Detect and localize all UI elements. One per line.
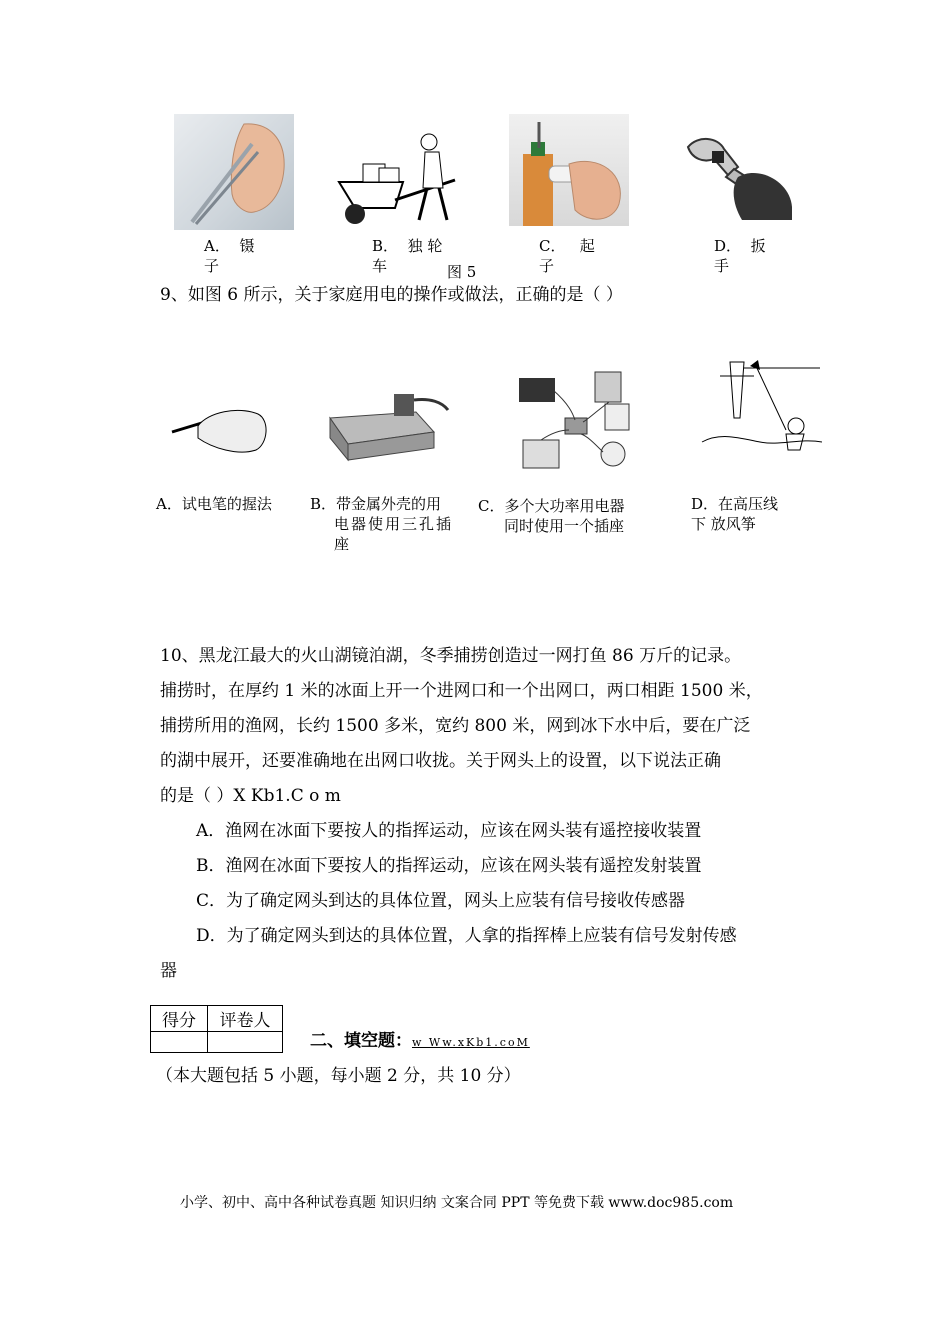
q10-option-c: C．为了确定网头到达的具体位置，网头上应装有信号接收传感器: [196, 891, 686, 911]
option-text: C．多个大功率用电器: [478, 497, 625, 515]
power-strip-drawing: [324, 388, 450, 462]
q9-stem: 9、如图 6 所示，关于家庭用电的操作或做法，正确的是（ ）: [160, 285, 623, 305]
q10-stem: [160, 639, 840, 989]
option-text: 子: [539, 257, 555, 275]
many-appliances-drawing: [513, 364, 641, 472]
kite-high-voltage-drawing: [700, 358, 822, 464]
option-letter: A．: [204, 237, 230, 255]
q10-line: 捕捞时，在厚约 1 米的冰面上开一个进网口和一个出网口，两口相距 1500 米，: [160, 681, 763, 701]
fig5-option-c: [539, 236, 619, 276]
q9-option-b: [310, 494, 470, 554]
option-text: 独 轮: [407, 237, 443, 255]
q9-option-d: [691, 494, 821, 534]
q10-line: 捕捞所用的渔网，长约 1500 多米，宽约 800 米，网到冰下水中后，要在广泛: [160, 716, 751, 736]
option-text: 扳: [750, 237, 766, 255]
q10-line: 10、黑龙江最大的火山湖镜泊湖，冬季捕捞创造过一网打鱼 86 万斤的记录。: [160, 646, 742, 666]
option-text: D．在高压线: [691, 495, 779, 513]
score-label: 得分: [151, 1006, 208, 1032]
q10-line: 的是（ ）X Kb1.C o m: [160, 786, 341, 806]
option-text: 座: [334, 535, 350, 553]
option-text: 同时使用一个插座: [504, 517, 625, 535]
option-text: 下 放风筝: [691, 515, 756, 533]
q10-option-b: B．渔网在冰面下要按人的指挥运动，应该在网头装有遥控发射装置: [196, 856, 702, 876]
fig5-option-a: [204, 236, 284, 276]
tweezers-photo: [174, 114, 294, 230]
option-text: B．带金属外壳的用: [310, 495, 442, 513]
option-text: A．试电笔的握法: [156, 495, 272, 513]
section2-title: [310, 1026, 530, 1051]
option-text: 起: [579, 237, 595, 255]
score-table: [150, 1005, 283, 1053]
q10-option-a: A．渔网在冰面下要按人的指挥运动，应该在网头装有遥控接收装置: [196, 821, 702, 841]
option-text: 车: [372, 257, 388, 275]
score-cell[interactable]: [151, 1032, 208, 1053]
q9-option-c: [478, 496, 668, 536]
section2-note: （本大题包括 5 小题，每小题 2 分，共 10 分）: [156, 1066, 521, 1086]
grader-cell[interactable]: [208, 1032, 283, 1053]
test-pen-hand-drawing: [168, 398, 272, 456]
q10-option-d: D．为了确定网头到达的具体位置，人拿的指挥棒上应装有信号发射传感: [196, 926, 737, 946]
option-text: 镊: [239, 237, 255, 255]
option-letter: B．: [372, 237, 399, 255]
wheelbarrow-drawing: [333, 130, 465, 228]
bottle-opener-photo: [509, 114, 629, 226]
fig5-option-d: [714, 236, 794, 276]
option-text: 子: [204, 257, 220, 275]
q10-line: 的湖中展开，还要准确地在出网口收拢。关于网头上的设置，以下说法正确: [160, 751, 721, 771]
option-letter: C．: [539, 237, 566, 255]
wrench-photo: [678, 127, 796, 220]
option-text: 电器使用三孔插: [334, 515, 454, 533]
fig5-caption: 图 5: [447, 263, 477, 281]
section-title-text: 二、填空题：: [310, 1031, 412, 1051]
grader-label: 评卷人: [208, 1006, 283, 1032]
page-footer: 小学、初中、高中各种试卷真题 知识归纳 文案合同 PPT 等免费下载 www.doc985.com: [180, 1195, 734, 1211]
q9-option-a: [156, 494, 296, 514]
q10-option-d-tail: 器: [160, 961, 177, 981]
section-watermark: w Ww.xKb1.coM: [412, 1036, 530, 1049]
option-text: 手: [714, 257, 730, 275]
option-letter: D．: [714, 237, 742, 255]
